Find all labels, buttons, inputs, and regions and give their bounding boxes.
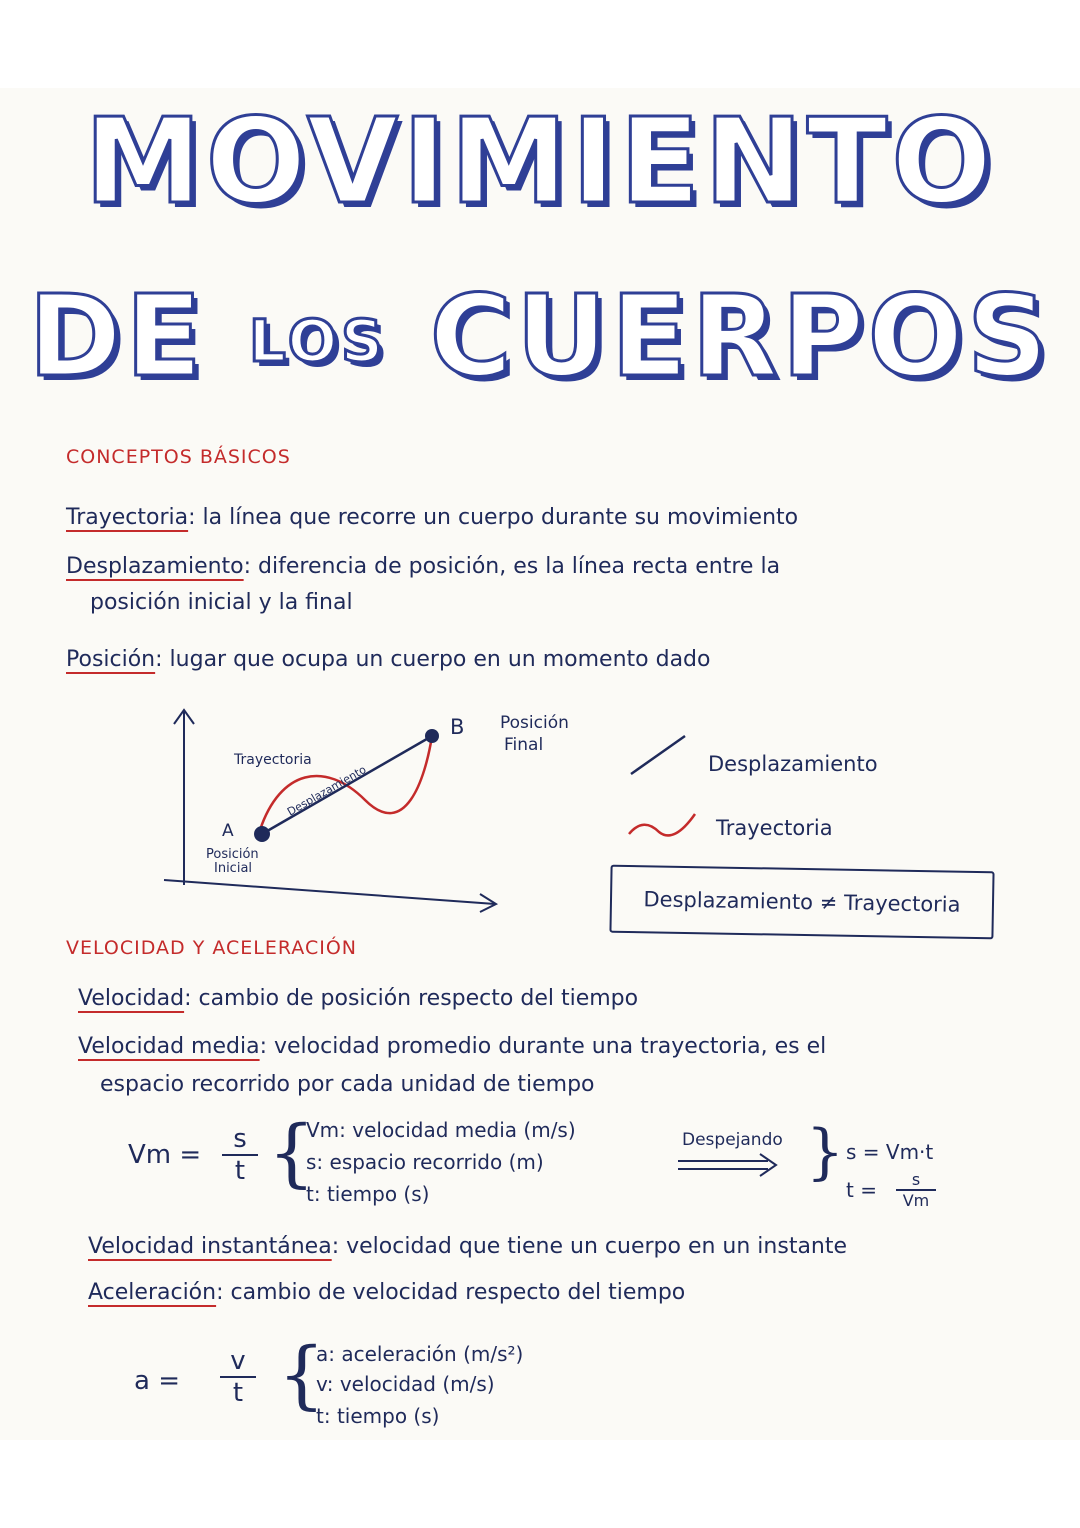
title-line-2 <box>0 272 1080 402</box>
formula-vm-def3: t: tiempo (s) <box>306 1182 430 1206</box>
title-line-1: MOVIMIENTO <box>84 92 996 230</box>
label-point-a: A <box>222 821 234 841</box>
def-desplazamiento <box>66 554 780 579</box>
formula-a-fraction <box>220 1346 256 1408</box>
text-velocidad: : cambio de posición respecto del tiempo <box>184 986 639 1011</box>
legend-trayectoria: Trayectoria <box>716 816 833 840</box>
text-velocidad-instantanea: : velocidad que tiene un cuerpo en un instante <box>331 1234 848 1259</box>
label-trayectoria-diagram: Trayectoria <box>234 752 312 768</box>
formula-vm-result2-num: s <box>896 1170 936 1191</box>
results-brace: } <box>806 1117 845 1187</box>
legend-desplazamiento: Desplazamiento <box>708 752 878 776</box>
despejando-label: Despejando <box>682 1130 783 1150</box>
formula-vm-den: t <box>234 1156 246 1186</box>
double-arrow-icon <box>676 1152 786 1178</box>
formula-vm-brace: { <box>268 1110 316 1196</box>
legend-trajectory-mark <box>625 808 705 848</box>
formula-vm-result1: s = Vm·t <box>846 1140 934 1164</box>
term-velocidad-media: Velocidad media <box>78 1034 260 1059</box>
title-de: DE <box>28 272 206 402</box>
label-pos-final-2: Final <box>504 735 544 755</box>
formula-vm-result2-lhs: t = <box>846 1178 877 1202</box>
formula-a-num: v <box>220 1346 256 1378</box>
label-pos-inicial-1: Posición <box>206 847 259 862</box>
formula-vm-lhs: Vm = <box>128 1140 202 1170</box>
label-desplazamiento-diagram: Desplazamiento <box>285 762 369 819</box>
formula-vm-num: s <box>222 1124 258 1156</box>
section-conceptos: CONCEPTOS BÁSICOS <box>66 446 291 468</box>
formula-vm-fraction <box>222 1124 258 1186</box>
title-cuerpos: CUERPOS <box>429 272 1052 402</box>
label-point-b: B <box>450 715 465 739</box>
term-trayectoria: Trayectoria <box>66 505 189 530</box>
def-posicion <box>66 647 710 672</box>
formula-vm-def2: s: espacio recorrido (m) <box>306 1150 544 1174</box>
paper-margin-bottom <box>0 1440 1080 1528</box>
title-los: LOS <box>248 307 387 375</box>
formula-a-def2: v: velocidad (m/s) <box>316 1372 495 1396</box>
formula-vm-result2-den: Vm <box>902 1191 930 1210</box>
formula-vm-def1: Vm: velocidad media (m/s) <box>306 1118 576 1142</box>
desplazamiento-vs-trayectoria-box: Desplazamiento ≠ Trayectoria <box>609 865 994 940</box>
section-velocidad: VELOCIDAD Y ACELERACIÓN <box>66 937 358 959</box>
formula-a-brace: { <box>278 1332 326 1418</box>
text-trayectoria: : la línea que recorre un cuerpo durante su movimiento <box>188 505 799 530</box>
term-posicion: Posición <box>66 647 156 672</box>
def-aceleracion <box>88 1280 685 1305</box>
def-desplazamiento-cont: posición inicial y la final <box>90 590 353 615</box>
def-trayectoria <box>66 505 798 530</box>
point-a-marker <box>254 826 270 842</box>
term-aceleracion: Aceleración <box>88 1280 217 1305</box>
term-velocidad: Velocidad <box>78 986 185 1011</box>
text-posicion: : lugar que ocupa un cuerpo en un momento dado <box>155 647 711 672</box>
def-velocidad-instantanea <box>88 1234 847 1259</box>
paper-margin-top <box>0 0 1080 88</box>
text-aceleracion: : cambio de velocidad respecto del tiempo <box>216 1280 686 1305</box>
formula-a-den: t <box>232 1378 244 1408</box>
label-pos-inicial-2: Inicial <box>214 861 253 876</box>
trajectory-diagram <box>150 700 600 920</box>
text-desplazamiento: : diferencia de posición, es la línea recta entre la <box>243 554 781 579</box>
point-b-marker <box>425 729 439 743</box>
def-velocidad-media <box>78 1034 826 1059</box>
label-pos-final-1: Posición <box>500 713 569 733</box>
formula-a-def1: a: aceleración (m/s²) <box>316 1342 524 1366</box>
formula-vm-result2-fraction <box>896 1170 936 1210</box>
text-velocidad-media: : velocidad promedio durante una trayectoria, es el <box>259 1034 827 1059</box>
term-velocidad-instantanea: Velocidad instantánea <box>88 1234 332 1259</box>
x-axis <box>164 880 495 904</box>
def-velocidad-media-cont: espacio recorrido por cada unidad de tiempo <box>100 1072 595 1097</box>
term-desplazamiento: Desplazamiento <box>66 554 244 579</box>
formula-a-lhs: a = <box>134 1366 180 1396</box>
legend-displacement-mark <box>625 730 695 780</box>
formula-a-def3: t: tiempo (s) <box>316 1404 440 1428</box>
def-velocidad <box>78 986 638 1011</box>
